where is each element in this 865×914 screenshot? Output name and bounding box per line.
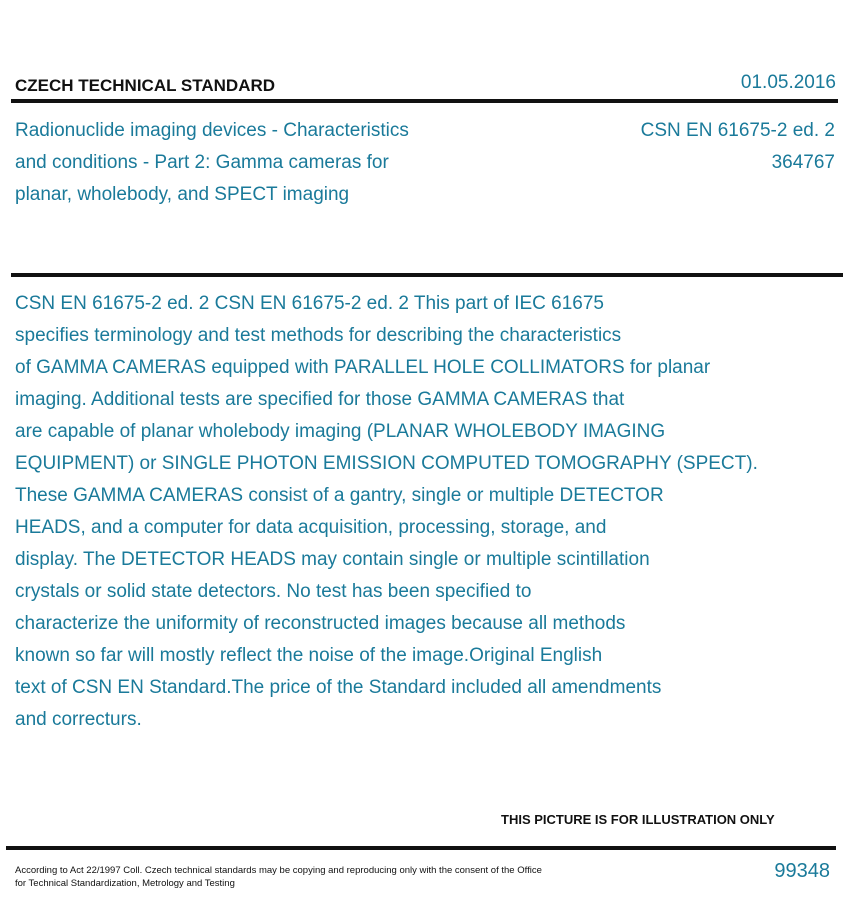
legal-notice-line: According to Act 22/1997 Coll. Czech technical standards may be copying and reproducing only with the consent of the Office	[15, 865, 542, 876]
illustration-disclaimer: THIS PICTURE IS FOR ILLUSTRATION ONLY	[501, 812, 775, 827]
catalog-number: 364767	[771, 152, 835, 173]
description-line: are capable of planar wholebody imaging (PLANAR WHOLEBODY IMAGING	[15, 421, 666, 442]
description-line: imaging. Additional tests are specified for those GAMMA CAMERAS that	[15, 389, 625, 410]
top-divider	[11, 99, 838, 103]
description-line: HEADS, and a computer for data acquisition, processing, storage, and	[15, 517, 607, 538]
standard-description	[15, 288, 860, 736]
standard-title-line: Radionuclide imaging devices - Characteristics	[15, 120, 409, 141]
description-line: of GAMMA CAMERAS equipped with PARALLEL HOLE COLLIMATORS for planar	[15, 357, 711, 378]
description-line: text of CSN EN Standard.The price of the Standard included all amendments	[15, 677, 662, 698]
standard-title-line: and conditions - Part 2: Gamma cameras for	[15, 152, 389, 173]
product-number: 99348	[774, 860, 830, 882]
document-type-label: CZECH TECHNICAL STANDARD	[15, 76, 276, 95]
description-line: display. The DETECTOR HEADS may contain single or multiple scintillation	[15, 549, 650, 570]
bottom-divider	[6, 846, 836, 850]
publication-date: 01.05.2016	[740, 72, 836, 93]
description-line: CSN EN 61675-2 ed. 2 CSN EN 61675-2 ed. 2 This part of IEC 61675	[15, 293, 604, 314]
legal-notice	[15, 864, 635, 890]
description-line: and correcturs.	[15, 709, 142, 730]
standard-identifiers	[641, 115, 835, 179]
description-line: These GAMMA CAMERAS consist of a gantry, single or multiple DETECTOR	[15, 485, 664, 506]
description-line: known so far will mostly reflect the noise of the image.Original English	[15, 645, 603, 666]
middle-divider	[11, 273, 843, 277]
description-line: specifies terminology and test methods for describing the characteristics	[15, 325, 622, 346]
legal-notice-line: for Technical Standardization, Metrology and Testing	[15, 878, 235, 889]
standard-title	[15, 115, 475, 211]
standard-title-line: planar, wholebody, and SPECT imaging	[15, 184, 350, 205]
description-line: crystals or solid state detectors. No test has been specified to	[15, 581, 532, 602]
standard-code: CSN EN 61675-2 ed. 2	[640, 120, 835, 141]
description-line: characterize the uniformity of reconstructed images because all methods	[15, 613, 626, 634]
description-line: EQUIPMENT) or SINGLE PHOTON EMISSION COMPUTED TOMOGRAPHY (SPECT).	[15, 453, 758, 474]
